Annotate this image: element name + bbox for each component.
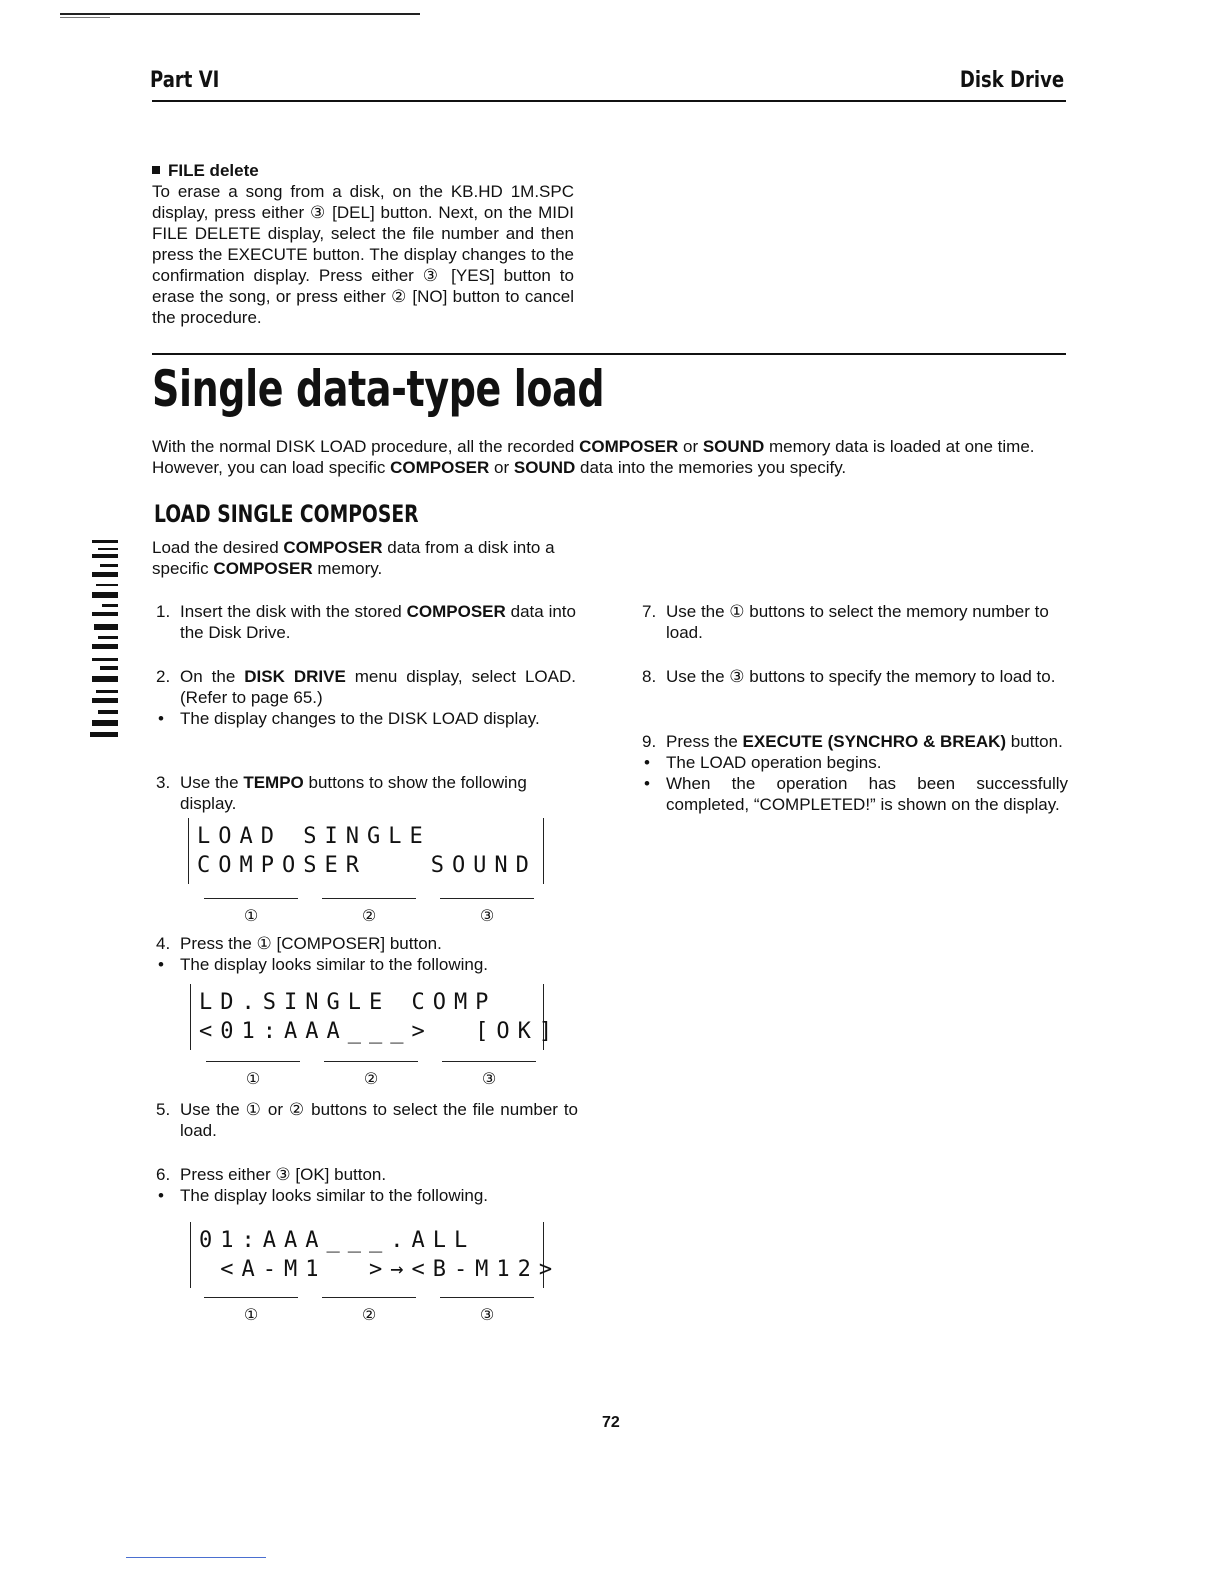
edge-barcode-marks xyxy=(88,540,122,740)
button-3-label: ③ xyxy=(481,1069,497,1088)
step-3: 3. Use the TEMPO buttons to show the following display. xyxy=(156,773,527,813)
step-4: 4. Press the ① [COMPOSER] button. • The display looks similar to the following. xyxy=(156,933,586,975)
button-2-label: ② xyxy=(363,1069,379,1088)
lcd-line: 01:AAA___.ALL xyxy=(199,1228,476,1253)
lcd-line: <01:AAA___> [OK] xyxy=(199,1019,561,1044)
page-title: Single data-type load xyxy=(152,360,605,418)
lcd-line: LOAD SINGLE xyxy=(197,824,431,849)
subsection-desc: Load the desired COMPOSER data from a disk into a specific COMPOSER memory. xyxy=(152,538,555,578)
step-9: 9. Press the EXECUTE (SYNCHRO & BREAK) button. • The LOAD operation begins. • When the operation has been successfully completed, “COMPLETED!” is shown on the display. xyxy=(642,731,1068,815)
header-section: Disk Drive xyxy=(959,68,1064,93)
step-2-bullet: • The display changes to the DISK LOAD display. xyxy=(156,708,576,729)
step-8: 8. Use the ③ buttons to specify the memory to load to. xyxy=(642,667,1056,686)
lcd-display-1 xyxy=(188,818,544,884)
display-1-buttons xyxy=(204,898,534,928)
button-1-label: ① xyxy=(243,906,259,925)
button-2-label: ② xyxy=(361,906,377,925)
section-rule xyxy=(152,353,1066,355)
lcd-display-3 xyxy=(190,1222,561,1288)
scan-artifact-line xyxy=(126,1557,266,1558)
lcd-line: <A-M1 >→<B-M12> xyxy=(199,1257,561,1282)
page-number: 72 xyxy=(602,1414,620,1431)
subsection-title: LOAD SINGLE COMPOSER xyxy=(154,500,419,528)
display-2-buttons xyxy=(206,1061,536,1091)
step-2: 2. On the DISK DRIVE menu display, select LOAD. (Refer to page 65.) • The display changes to the DISK LOAD display. xyxy=(156,666,576,729)
button-2-label: ② xyxy=(361,1305,377,1324)
button-1-label: ① xyxy=(245,1069,261,1088)
step-6-bullet: • The display looks similar to the following. xyxy=(156,1185,586,1206)
button-3-label: ③ xyxy=(479,1305,495,1324)
file-delete-heading: FILE delete xyxy=(152,160,259,181)
lcd-display-2 xyxy=(190,984,561,1050)
button-3-label: ③ xyxy=(479,906,495,925)
step-9-bullet-1: • The LOAD operation begins. xyxy=(642,752,1068,773)
step-5: 5. Use the ① or ② buttons to select the file number to load. xyxy=(156,1100,578,1140)
square-bullet-icon xyxy=(152,166,160,174)
file-delete-text: To erase a song from a disk, on the KB.HD 1M.SPC display, press either ③ [DEL] button. Next, on the MIDI FILE DELETE display, select the file number and then press the EXECUTE button. The display changes to the confirmation display. Press either ③ [YES] button to erase the song, or press either ② [NO] button to cancel the procedure. xyxy=(152,182,574,327)
header-part: Part VI xyxy=(150,68,220,93)
section-intro: With the normal DISK LOAD procedure, all the recorded COMPOSER or SOUND memory data is loaded at one time. However, you can load specific COMPOSER or SOUND data into the memories you specify. xyxy=(152,437,1035,477)
step-9-bullet-2: • When the operation has been successfully completed, “COMPLETED!” is shown on the display. xyxy=(642,773,1068,815)
header-rule xyxy=(152,100,1066,102)
scan-artifact-line xyxy=(60,13,420,15)
step-6: 6. Press either ③ [OK] button. • The display looks similar to the following. xyxy=(156,1164,586,1206)
step-7: 7. Use the ① buttons to select the memory number to load. xyxy=(642,602,1049,642)
step-4-bullet: • The display looks similar to the following. xyxy=(156,954,586,975)
display-3-buttons xyxy=(204,1297,534,1327)
lcd-line: LD.SINGLE COMP xyxy=(199,990,497,1015)
button-1-label: ① xyxy=(243,1305,259,1324)
scan-artifact-line xyxy=(60,17,110,18)
lcd-line: COMPOSER SOUND xyxy=(197,853,537,878)
step-1: 1. Insert the disk with the stored COMPOSER data into the Disk Drive. xyxy=(156,602,576,642)
